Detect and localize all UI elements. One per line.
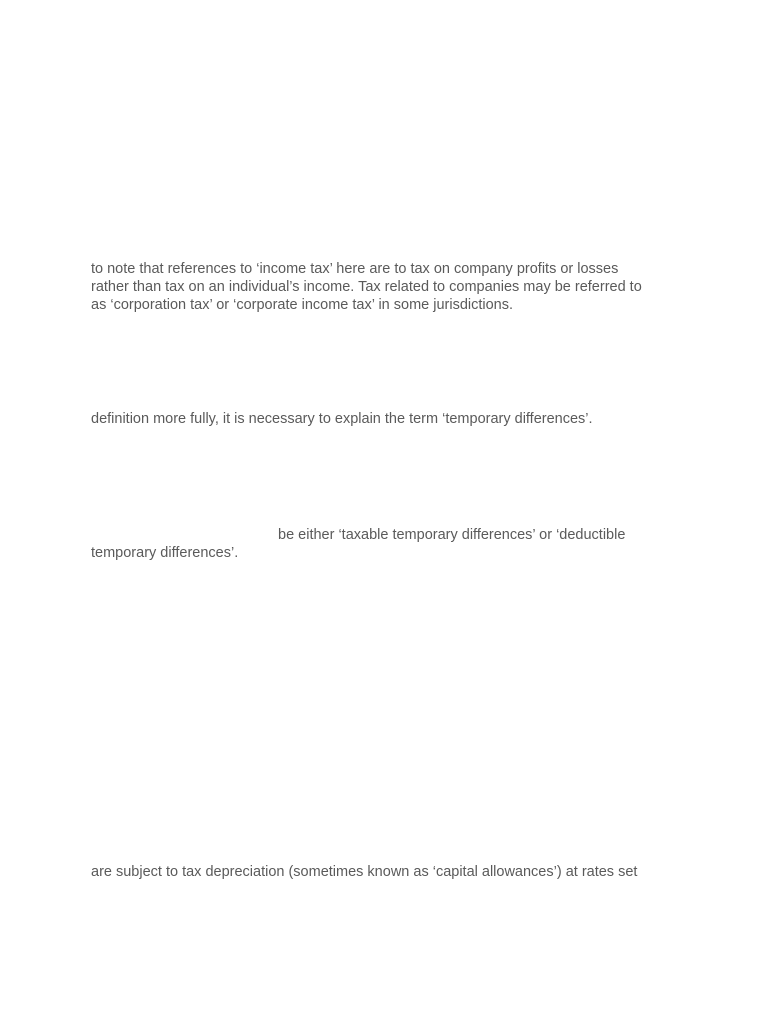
paragraph-line: rather than tax on an individual’s income. Tax related to companies may be referred to (91, 279, 642, 295)
paragraph-line: are subject to tax depreciation (sometimes known as ‘capital allowances’) at rates set (91, 864, 638, 880)
paragraph-line: to note that references to ‘income tax’ here are to tax on company profits or losses (91, 261, 619, 277)
paragraph-line: as ‘corporation tax’ or ‘corporate income tax’ in some jurisdictions. (91, 297, 514, 313)
paragraph-line: temporary differences’. (91, 545, 239, 561)
paragraph-line: definition more fully, it is necessary to explain the term ‘temporary differences’. (91, 411, 593, 427)
paragraph-line: be either ‘taxable temporary differences’ or ‘deductible (278, 527, 626, 543)
